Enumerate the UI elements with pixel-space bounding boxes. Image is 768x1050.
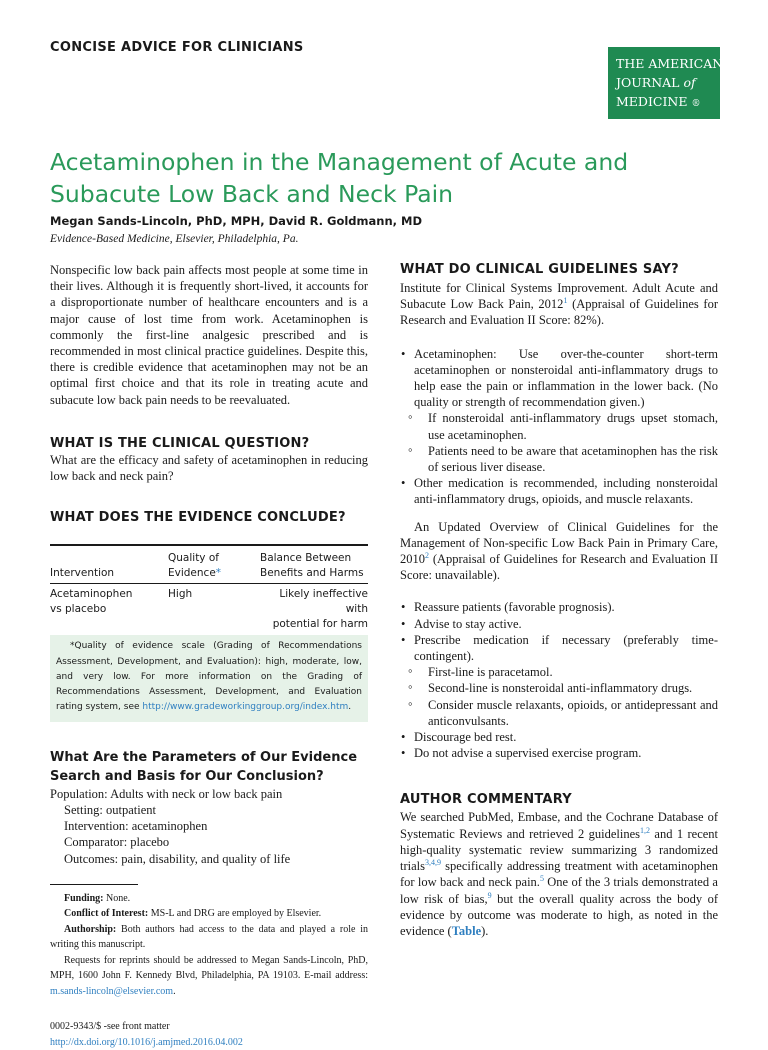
param-population: Population: Adults with neck or low back pain: [50, 786, 283, 801]
journal-line2-a: JOURNAL: [616, 75, 680, 90]
parameters-heading: What Are the Parameters of Our Evidence Search and Basis for Our Conclusion?: [50, 749, 358, 784]
article-authors: Megan Sands-Lincoln, PhD, MPH, David R. Goldmann, MD: [50, 214, 422, 228]
guideline-1-source: Institute for Clinical Systems Improvement. Adult Acute and Subacute Low Back Pain, 2012$^1$ (Appraisal of Guidelines for Research and Evaluation II Score: 82%).: [400, 281, 719, 328]
list-item: ◦ Patients need to be aware that acetaminophen has the risk of serious liver disease.: [400, 443, 718, 475]
journal-line2-b: of: [683, 75, 696, 90]
evidence-table: [50, 544, 368, 635]
ref-5[interactable]: 5: [539, 874, 544, 884]
list-item: ◦ Consider muscle relaxants, opioids, or antidepressant and anticonvulsants.: [400, 697, 718, 729]
table-cell-intervention: Acetaminophen vs placebo: [50, 588, 133, 616]
left-column: [50, 262, 368, 1050]
doi-link[interactable]: http://dx.doi.org/10.1016/j.amjmed.2016.04.002: [50, 1036, 243, 1048]
evidence-heading: WHAT DOES THE EVIDENCE CONCLUDE?: [50, 510, 346, 526]
footnote-divider: [50, 884, 138, 885]
param-outcomes: Outcomes: pain, disability, and quality of life: [64, 851, 291, 866]
guideline-2-source: An Updated Overview of Clinical Guidelines for the Management of Non-specific Low Back Pain in Primary Care, 2010$^2$ (Appraisal of Guidelines for Research and Evaluation II Score: unavailable).: [400, 519, 719, 583]
list-item: ◦ First-line is paracetamol.: [400, 664, 718, 680]
section-label: CONCISE ADVICE FOR CLINICIANS: [50, 40, 304, 55]
grade-link[interactable]: http://www.gradeworkinggroup.org/index.htm: [142, 702, 349, 713]
table-cell-balance: Likely ineffective with potential for harm: [272, 588, 368, 631]
table-cell-quality: High: [168, 588, 193, 601]
param-intervention: Intervention: acetaminophen: [64, 819, 208, 834]
table-link[interactable]: Table: [451, 923, 482, 938]
list-item: • Advise to stay active.: [400, 616, 718, 632]
article-notes: [50, 891, 368, 1000]
journal-line3: MEDICINE: [616, 94, 688, 109]
journal-mark: ®: [691, 99, 701, 109]
clinical-question-text: What are the efficacy and safety of acetaminophen in reducing low back and neck pain?: [50, 452, 368, 484]
list-item: • Other medication is recommended, including nonsteroidal anti-inflammatory drugs, opioids, and muscle relaxants.: [400, 475, 718, 507]
right-column: [400, 262, 718, 939]
conflict-note: Conflict of Interest: MS-L and DRG are employed by Elsevier.: [64, 908, 322, 920]
issn-line: 0002-9343/$ -see front matter: [50, 1021, 170, 1033]
ref-2[interactable]: 2: [425, 550, 429, 560]
table-footnote: *Quality of evidence scale (Grading of Recommendations Assessment, Development, and Evaluation): high, moderate, low, and very low. For more information on the Grading of Recommendations Assessment, Development, and Evaluation rating system, see http://www.gradeworkinggroup.org/index.htm.: [50, 635, 368, 721]
ref-3-4-9[interactable]: 3,4,9: [425, 857, 441, 867]
table-row: [50, 584, 368, 636]
list-item: • Acetaminophen: Use over-the-counter short-term acetaminophen or nonsteroidal anti-inflammatory drugs to help ease the pain or inflammation in the lower back. (No quality or strength of recommendation given.) ◦ If nonsteroidal anti-inflammatory drugs upset stomach, use acetaminophen. ◦ Patients need to be aware that acetaminophen has the risk of serious liver disease.: [400, 346, 718, 476]
intro-paragraph: Nonspecific low back pain affects most people at some time in their lives. Although it is frequently short-lived, it accounts for a disproportionate number of healthcare encounters and is a major cause of lost time from work. Acetaminophen is commonly the first-line analgesic prescribed and is recommended in most clinical practice guidelines. Despite this, there is credible evidence that acetaminophen may not be an optimal first choice and that its role in treating acute and subacute low back pain needs to be reevaluated.: [50, 263, 368, 407]
list-item: • Reassure patients (favorable prognosis).: [400, 599, 718, 615]
reprints-note: Requests for reprints should be addressed to Megan Sands-Lincoln, PhD, MPH, 1600 John F. Kennedy Blvd, Philadelphia, PA 19103. E-mail address: m.sands-lincoln@elsevier.com.: [50, 954, 368, 997]
article-title: Acetaminophen in the Management of Acute and Subacute Low Back and Neck Pain: [50, 148, 629, 208]
funding-note: Funding: None.: [64, 892, 131, 904]
journal-logo: [608, 47, 724, 119]
journal-line1: THE AMERICAN: [616, 56, 724, 71]
ref-1[interactable]: 1: [563, 296, 568, 306]
param-setting: Setting: outpatient: [64, 802, 157, 817]
table-header-balance: Balance Between Benefits and Harms: [260, 552, 364, 580]
ref-9[interactable]: 9: [487, 890, 492, 900]
list-item: • Do not advise a supervised exercise program.: [400, 745, 718, 761]
clinical-question-heading: WHAT IS THE CLINICAL QUESTION?: [50, 435, 310, 451]
table-header-quality: Quality of Evidence*: [168, 552, 222, 580]
list-item: ◦ If nonsteroidal anti-inflammatory drugs upset stomach, use acetaminophen.: [400, 410, 718, 442]
list-item: • Prescribe medication if necessary (preferably time-contingent). ◦ First-line is paracetamol. ◦ Second-line is nonsteroidal anti-inflammatory drugs. ◦ Consider muscle relaxants, opioids, or antidepressant and anticonvulsants.: [400, 632, 718, 729]
email-link[interactable]: m.sands-lincoln@elsevier.com: [50, 985, 174, 997]
table-header-intervention: Intervention: [50, 567, 115, 580]
authorship-note: Authorship: Both authors had access to the data and played a role in writing this manuscript.: [50, 923, 368, 951]
list-item: ◦ Second-line is nonsteroidal anti-inflammatory drugs.: [400, 680, 718, 696]
parameters-list: [50, 786, 368, 867]
ref-1-2[interactable]: 1,2: [639, 825, 650, 835]
commentary-heading: AUTHOR COMMENTARY: [400, 792, 572, 808]
guidelines-heading: WHAT DO CLINICAL GUIDELINES SAY?: [400, 262, 679, 277]
article-affiliation: Evidence-Based Medicine, Elsevier, Philadelphia, Pa.: [50, 233, 299, 245]
guideline-2-list: [400, 599, 718, 761]
param-comparator: Comparator: placebo: [64, 835, 170, 850]
commentary-paragraph: We searched PubMed, Embase, and the Cochrane Database of Systematic Reviews and retrieved 2 guidelines$^{1,2}$ and 1 recent high-quality systematic review summarizing 3 randomized trials$^{3,4,9}$ specifically addressing treatment with acetaminophen for low back and neck pain.$^5$ One of the 3 trials demonstrated a low risk of bias,$^9$ but the overall quality across the body of evidence by outcome was moderate to high, as noted in the evidence (Table).: [400, 810, 719, 938]
guideline-1-list: [400, 346, 718, 508]
list-item: • Discourage bed rest.: [400, 729, 718, 745]
